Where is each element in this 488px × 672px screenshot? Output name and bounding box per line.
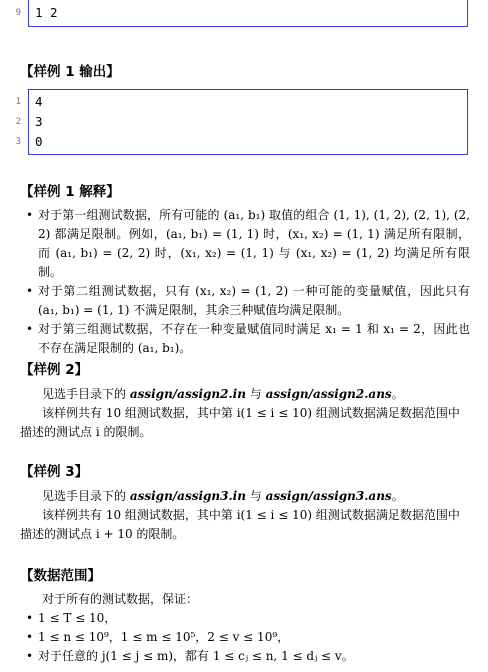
sample1-explain-heading: 【样例 1 解释】 bbox=[20, 184, 120, 200]
code-line bbox=[15, 92, 467, 112]
data-range-intro: 对于所有的测试数据，保证： bbox=[42, 592, 199, 606]
text: 。 bbox=[391, 489, 404, 503]
answer-file-name: assign/assign2.ans bbox=[265, 387, 392, 401]
line-number: 3 bbox=[15, 137, 21, 147]
input-file-name: assign/assign2.in bbox=[129, 387, 246, 401]
list-item: • 对于第二组测试数据，只有 (x₁, x₂) = (1, 2) 一种可能的变量赋值，因此只有 (a₁, b₁) = (1, 1) 不满足限制，其余三种赋值均满足限制。 bbox=[20, 282, 470, 320]
text: 见选手目录下的 bbox=[42, 489, 130, 503]
list-item: • 对于第一组测试数据，所有可能的 (a₁, b₁) 取值的组合 (1, 1), (1, 2), (2, 1), (2, 2) 都满足限制。例如，(a₁, b₁) = (1, 1) 时，(x₁, x₂) = (1, 1) 满足所有限制，而 (a₁, b₁) = (2, 2) 时，(x₁, x₂) = (1, 1) 与 (x₁, x₂) = (1, 2) 均满足所有限制。 bbox=[20, 206, 470, 282]
code-line bbox=[15, 112, 467, 132]
code-line bbox=[15, 3, 467, 23]
sample1-output-heading: 【样例 1 输出】 bbox=[20, 64, 120, 80]
explain-list bbox=[20, 206, 470, 358]
code-line bbox=[15, 132, 467, 152]
data-range-heading: 【数据范围】 bbox=[20, 568, 101, 584]
text: 。 bbox=[391, 387, 404, 401]
list-item: • 对于任意的 j(1 ≤ j ≤ m)，都有 1 ≤ cⱼ ≤ n, 1 ≤ dⱼ ≤ v。 bbox=[20, 647, 470, 666]
input-code-block-tail bbox=[15, 0, 468, 27]
sample3-description: 该样例共有 10 组测试数据，其中第 i(1 ≤ i ≤ 10) 组测试数据满足数据范围中描述的测试点 i + 10 的限制。 bbox=[20, 508, 460, 541]
output-code-block bbox=[15, 89, 468, 155]
text: 见选手目录下的 bbox=[42, 387, 130, 401]
text: 与 bbox=[245, 489, 266, 503]
code-text: 4 bbox=[35, 94, 43, 109]
line-number: 2 bbox=[15, 117, 21, 127]
code-text: 1 2 bbox=[35, 5, 58, 20]
line-number: 1 bbox=[15, 97, 21, 107]
list-item: • 对于第三组测试数据，不存在一种变量赋值同时满足 x₁ = 1 和 x₁ = 2，因此也不存在满足限制的 (a₁, b₁)。 bbox=[20, 320, 470, 358]
list-item: • 1 ≤ T ≤ 10， bbox=[20, 609, 470, 628]
answer-file-name: assign/assign3.ans bbox=[265, 489, 392, 503]
sample2-files bbox=[20, 385, 470, 404]
text: 与 bbox=[245, 387, 266, 401]
sample2-heading: 【样例 2】 bbox=[20, 362, 89, 378]
list-item: • 1 ≤ n ≤ 10⁹，1 ≤ m ≤ 10⁵，2 ≤ v ≤ 10⁹， bbox=[20, 628, 470, 647]
sample2-description: 该样例共有 10 组测试数据，其中第 i(1 ≤ i ≤ 10) 组测试数据满足数据范围中描述的测试点 i 的限制。 bbox=[20, 406, 460, 439]
sample3-files bbox=[20, 487, 470, 506]
input-file-name: assign/assign3.in bbox=[129, 489, 246, 503]
code-text: 3 bbox=[35, 114, 43, 129]
code-text: 0 bbox=[35, 134, 43, 149]
sample3-heading: 【样例 3】 bbox=[20, 464, 89, 480]
constraint-list bbox=[20, 609, 470, 666]
line-number: 9 bbox=[15, 8, 21, 18]
